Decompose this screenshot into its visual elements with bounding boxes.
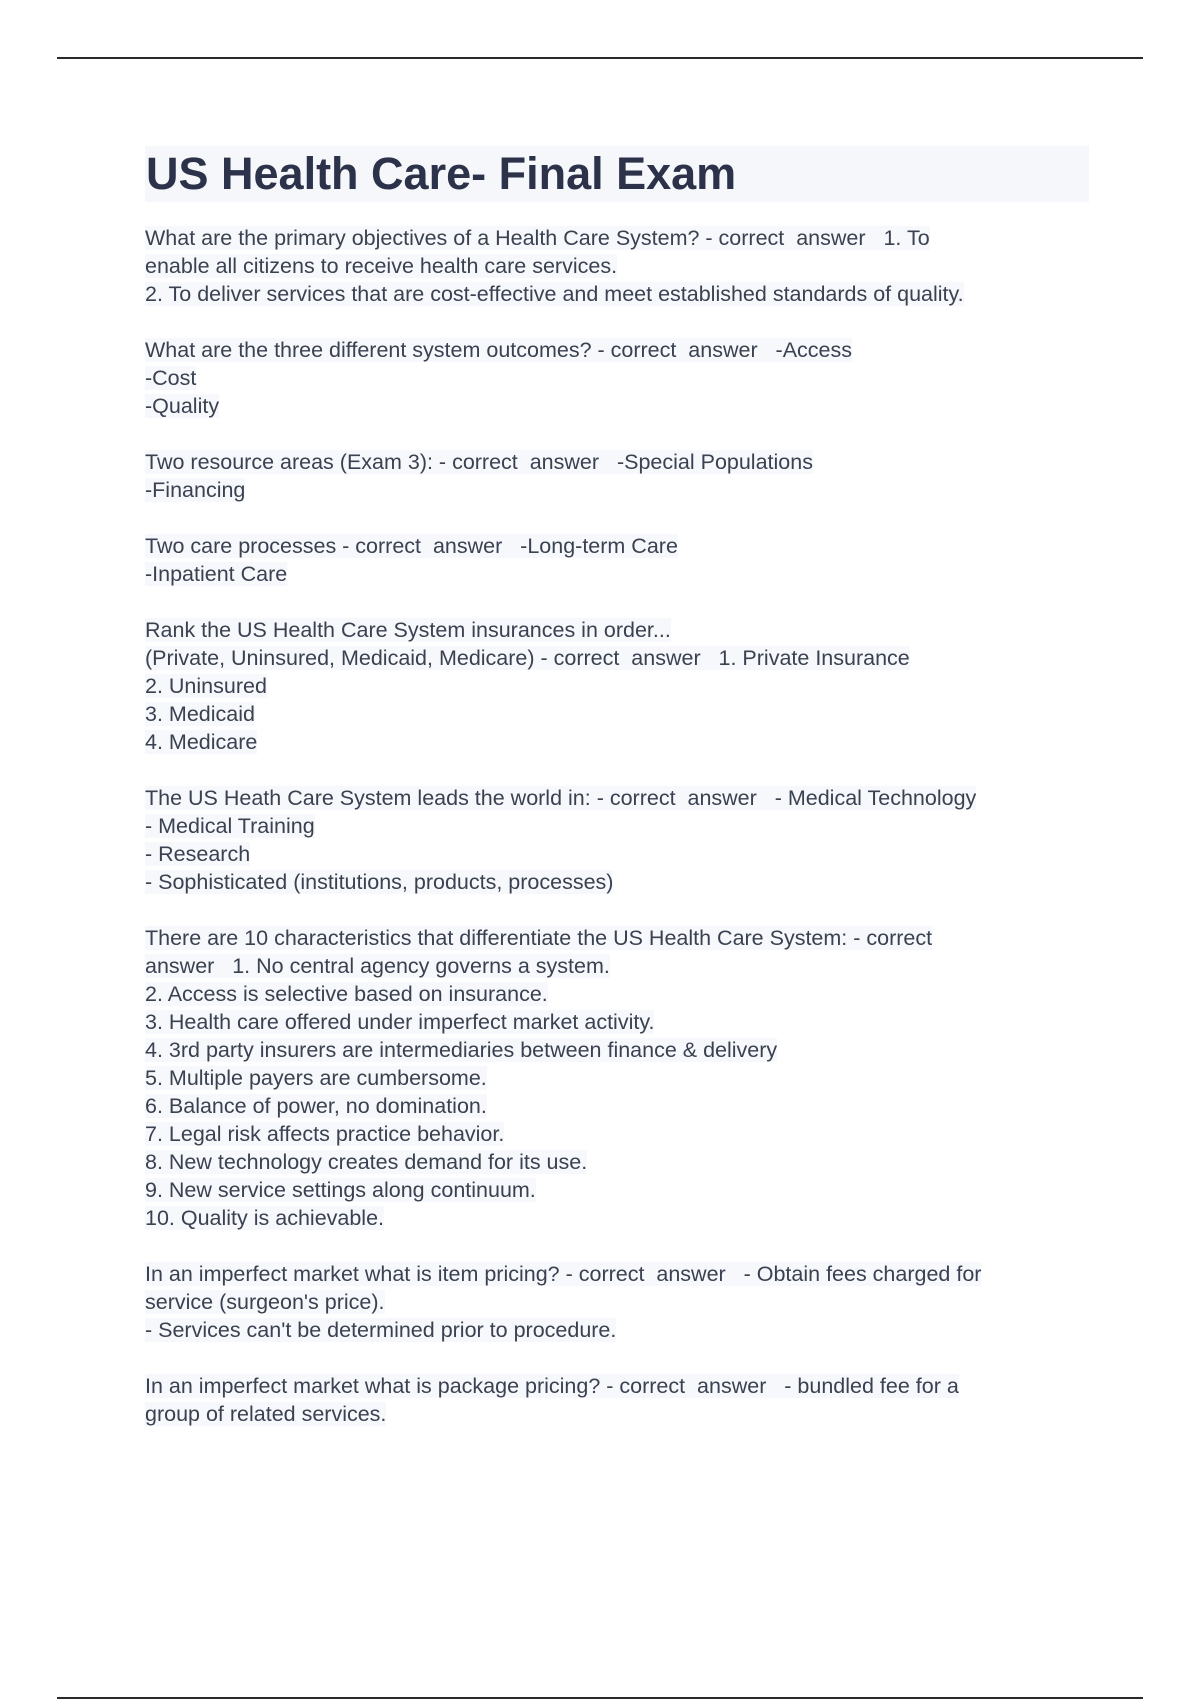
qa-line: -Cost xyxy=(145,366,197,390)
qa-item xyxy=(145,1260,1089,1344)
qa-line: 2. To deliver services that are cost-effective and meet established standards of quality. xyxy=(145,282,964,306)
qa-line: 3. Medicaid xyxy=(145,702,255,726)
qa-item xyxy=(145,784,1089,896)
qa-line: - Medical Training xyxy=(145,814,315,838)
qa-line: 2. Access is selective based on insurance. xyxy=(145,982,548,1006)
document-body xyxy=(145,146,1089,1456)
qa-line: - Research xyxy=(145,842,251,866)
qa-line: The US Heath Care System leads the world in: - correct answer - Medical Technology xyxy=(145,786,977,810)
qa-line: 5. Multiple payers are cumbersome. xyxy=(145,1066,487,1090)
qa-line: group of related services. xyxy=(145,1402,387,1426)
top-rule xyxy=(57,57,1143,59)
qa-line: enable all citizens to receive health care services. xyxy=(145,254,618,278)
qa-line: - Sophisticated (institutions, products, processes) xyxy=(145,870,614,894)
qa-line: -Quality xyxy=(145,394,220,418)
qa-line: 7. Legal risk affects practice behavior. xyxy=(145,1122,505,1146)
qa-line: What are the primary objectives of a Health Care System? - correct answer 1. To xyxy=(145,226,930,250)
qa-line: Two care processes - correct answer -Long-term Care xyxy=(145,534,678,558)
qa-line: (Private, Uninsured, Medicaid, Medicare) - correct answer 1. Private Insurance xyxy=(145,646,910,670)
bottom-rule xyxy=(57,1697,1143,1699)
qa-line: 10. Quality is achievable. xyxy=(145,1206,385,1230)
qa-line: Two resource areas (Exam 3): - correct answer -Special Populations xyxy=(145,450,813,474)
qa-line: answer 1. No central agency governs a system. xyxy=(145,954,610,978)
qa-line: service (surgeon's price). xyxy=(145,1290,385,1314)
qa-line: 2. Uninsured xyxy=(145,674,267,698)
qa-item xyxy=(145,1372,1089,1428)
qa-item xyxy=(145,224,1089,308)
qa-item xyxy=(145,448,1089,504)
qa-line: 9. New service settings along continuum. xyxy=(145,1178,536,1202)
qa-item xyxy=(145,532,1089,588)
qa-line: - Services can't be determined prior to procedure. xyxy=(145,1318,617,1342)
qa-line: In an imperfect market what is package pricing? - correct answer - bundled fee for a xyxy=(145,1374,959,1398)
qa-list xyxy=(145,224,1089,1428)
qa-item xyxy=(145,336,1089,420)
qa-line: 3. Health care offered under imperfect market activity. xyxy=(145,1010,655,1034)
qa-line: -Financing xyxy=(145,478,246,502)
qa-line: 8. New technology creates demand for its use. xyxy=(145,1150,588,1174)
qa-line: What are the three different system outcomes? - correct answer -Access xyxy=(145,338,852,362)
qa-line: -Inpatient Care xyxy=(145,562,288,586)
qa-item xyxy=(145,924,1089,1232)
qa-line: 4. 3rd party insurers are intermediaries between finance & delivery xyxy=(145,1038,778,1062)
qa-line: There are 10 characteristics that differentiate the US Health Care System: - correct xyxy=(145,926,933,950)
qa-item xyxy=(145,616,1089,756)
qa-line: Rank the US Health Care System insurances in order... xyxy=(145,618,671,642)
qa-line: In an imperfect market what is item pricing? - correct answer - Obtain fees charged for xyxy=(145,1262,982,1286)
qa-line: 6. Balance of power, no domination. xyxy=(145,1094,487,1118)
page-title: US Health Care- Final Exam xyxy=(145,146,1089,202)
qa-line: 4. Medicare xyxy=(145,730,258,754)
